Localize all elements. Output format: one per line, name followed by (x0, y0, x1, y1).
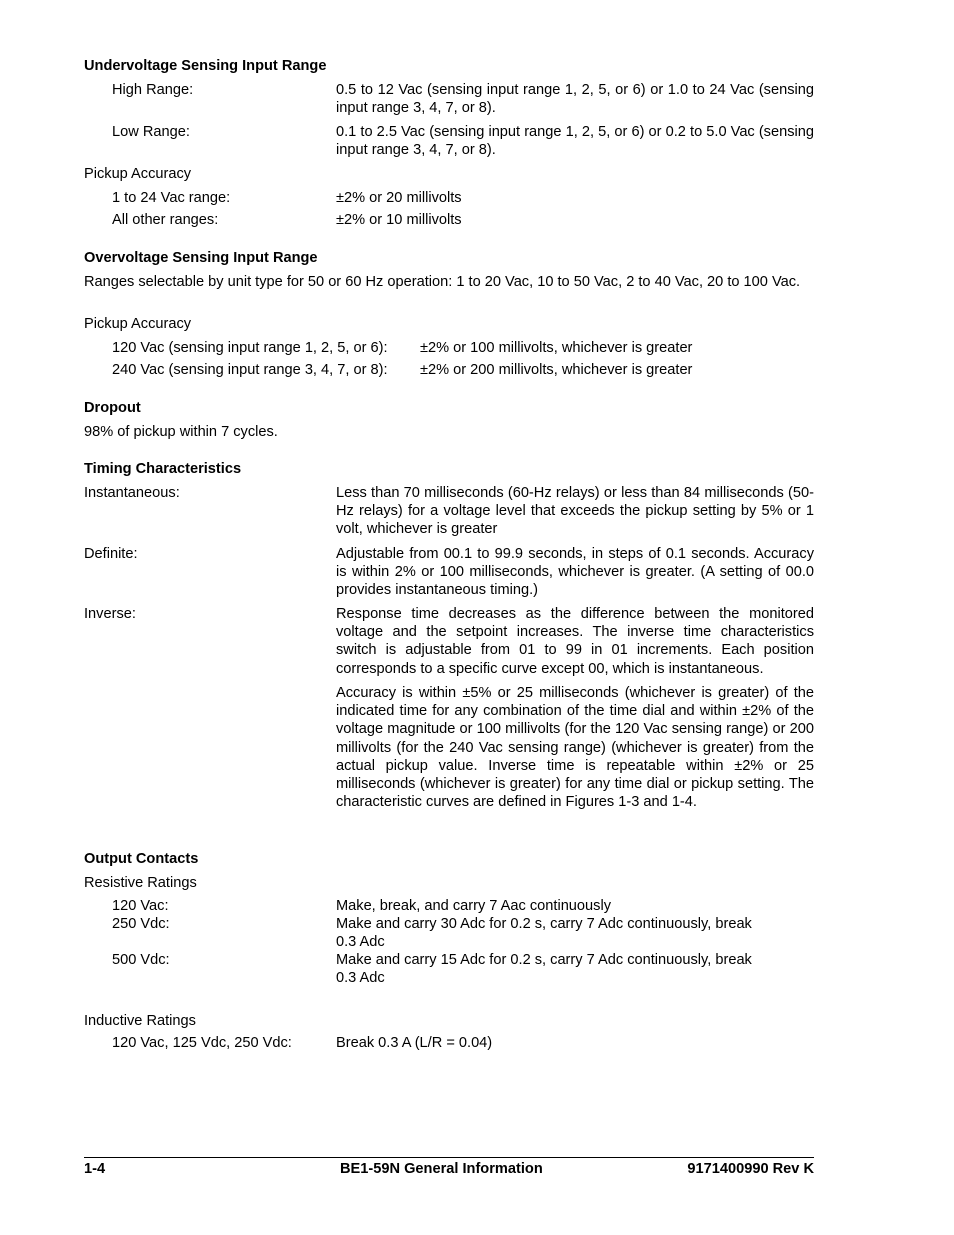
undervoltage-pickup-accuracy-label: Pickup Accuracy (84, 166, 192, 182)
accuracy-1-label: 1 to 24 Vac range: (112, 190, 231, 206)
dropout-text: 98% of pickup within 7 cycles. (84, 424, 278, 440)
inductive-1-value: Break 0.3 A (L/R = 0.04) (336, 1035, 493, 1051)
undervoltage-heading: Undervoltage Sensing Input Range (84, 58, 327, 74)
definite-label: Definite: (84, 546, 138, 562)
accuracy-2-value: ±2% or 10 millivolts (336, 212, 462, 228)
inductive-1-label: 120 Vac, 125 Vdc, 250 Vdc: (112, 1035, 292, 1051)
ov-accuracy-2-label: 240 Vac (sensing input range 3, 4, 7, or 8): (112, 362, 388, 378)
inverse-value-2: Accuracy is within ±5% or 25 milliseconds (whichever is greater) of the indicated time for any combination of the time dial and within ±2% of the voltage magnitude or 100 millivolts (for the 120 Vac sensing range) or 200 millivolts (for the 240 Vac sensing range) (whichever is greater) from the actual pickup value. Inverse time is repeatable within ±2% or 25 milliseconds (whichever is greater) for any time dial or pickup setting. The characteristic curves are defined in Figures 1-3 and 1-4. (336, 685, 814, 811)
ov-accuracy-1-value: ±2% or 100 millivolts, whichever is greater (420, 340, 693, 356)
low-range-value: 0.1 to 2.5 Vac (sensing input range 1, 2, 5, or 6) or 0.2 to 5.0 Vac (sensing input range 3, 4, 7, or 8). (336, 124, 814, 159)
footer-divider (84, 1157, 814, 1158)
resistive-3-value: Make and carry 15 Adc for 0.2 s, carry 7 Adc continuously, break 0.3 Adc (336, 952, 752, 987)
accuracy-2-label: All other ranges: (112, 212, 219, 228)
instantaneous-value: Less than 70 milliseconds (60-Hz relays) or less than 84 milliseconds (50-Hz relays) for a voltage level that exceeds the pickup setting by 5% or 1 volt, whichever is greater (336, 485, 814, 538)
resistive-1-value: Make, break, and carry 7 Aac continuously (336, 898, 611, 914)
overvoltage-text: Ranges selectable by unit type for 50 or 60 Hz operation: 1 to 20 Vac, 10 to 50 Vac, 2 to 40 Vac, 20 to 100 Vac. (84, 274, 801, 290)
resistive-1-label: 120 Vac: (112, 898, 169, 914)
footer-title: BE1-59N General Information (340, 1161, 543, 1177)
inverse-label: Inverse: (84, 606, 136, 622)
definite-value: Adjustable from 00.1 to 99.9 seconds, in steps of 0.1 seconds. Accuracy is within 2% or 100 milliseconds, whichever is greater. (A setting of 00.0 provides instantaneous timing.) (336, 546, 814, 599)
high-range-value: 0.5 to 12 Vac (sensing input range 1, 2, 5, or 6) or 1.0 to 24 Vac (sensing input range 3, 4, 7, or 8). (336, 82, 814, 117)
ov-accuracy-1-label: 120 Vac (sensing input range 1, 2, 5, or 6): (112, 340, 388, 356)
inductive-ratings-label: Inductive Ratings (84, 1013, 196, 1029)
ov-accuracy-2-value: ±2% or 200 millivolts, whichever is greater (420, 362, 693, 378)
instantaneous-label: Instantaneous: (84, 485, 180, 501)
accuracy-1-value: ±2% or 20 millivolts (336, 190, 462, 206)
overvoltage-pickup-accuracy-label: Pickup Accuracy (84, 316, 192, 332)
resistive-2-label: 250 Vdc: (112, 916, 170, 932)
resistive-3-label: 500 Vdc: (112, 952, 170, 968)
dropout-heading: Dropout (84, 400, 141, 416)
footer-page-number: 1-4 (84, 1161, 106, 1177)
low-range-label: Low Range: (112, 124, 190, 140)
inverse-value-1: Response time decreases as the difference between the monitored voltage and the setpoint increases. The inverse time characteristics switch is adjustable from 01 to 99 in 01 increments. Each position corresponds to a specific curve except 00, which is instantaneous. (336, 606, 814, 677)
document-page (84, 0, 814, 1235)
overvoltage-heading: Overvoltage Sensing Input Range (84, 250, 318, 266)
timing-heading: Timing Characteristics (84, 461, 242, 477)
footer-doc-number: 9171400990 Rev K (687, 1161, 814, 1177)
resistive-2-value: Make and carry 30 Adc for 0.2 s, carry 7 Adc continuously, break 0.3 Adc (336, 916, 752, 951)
resistive-ratings-label: Resistive Ratings (84, 875, 197, 891)
output-heading: Output Contacts (84, 851, 199, 867)
high-range-label: High Range: (112, 82, 194, 98)
